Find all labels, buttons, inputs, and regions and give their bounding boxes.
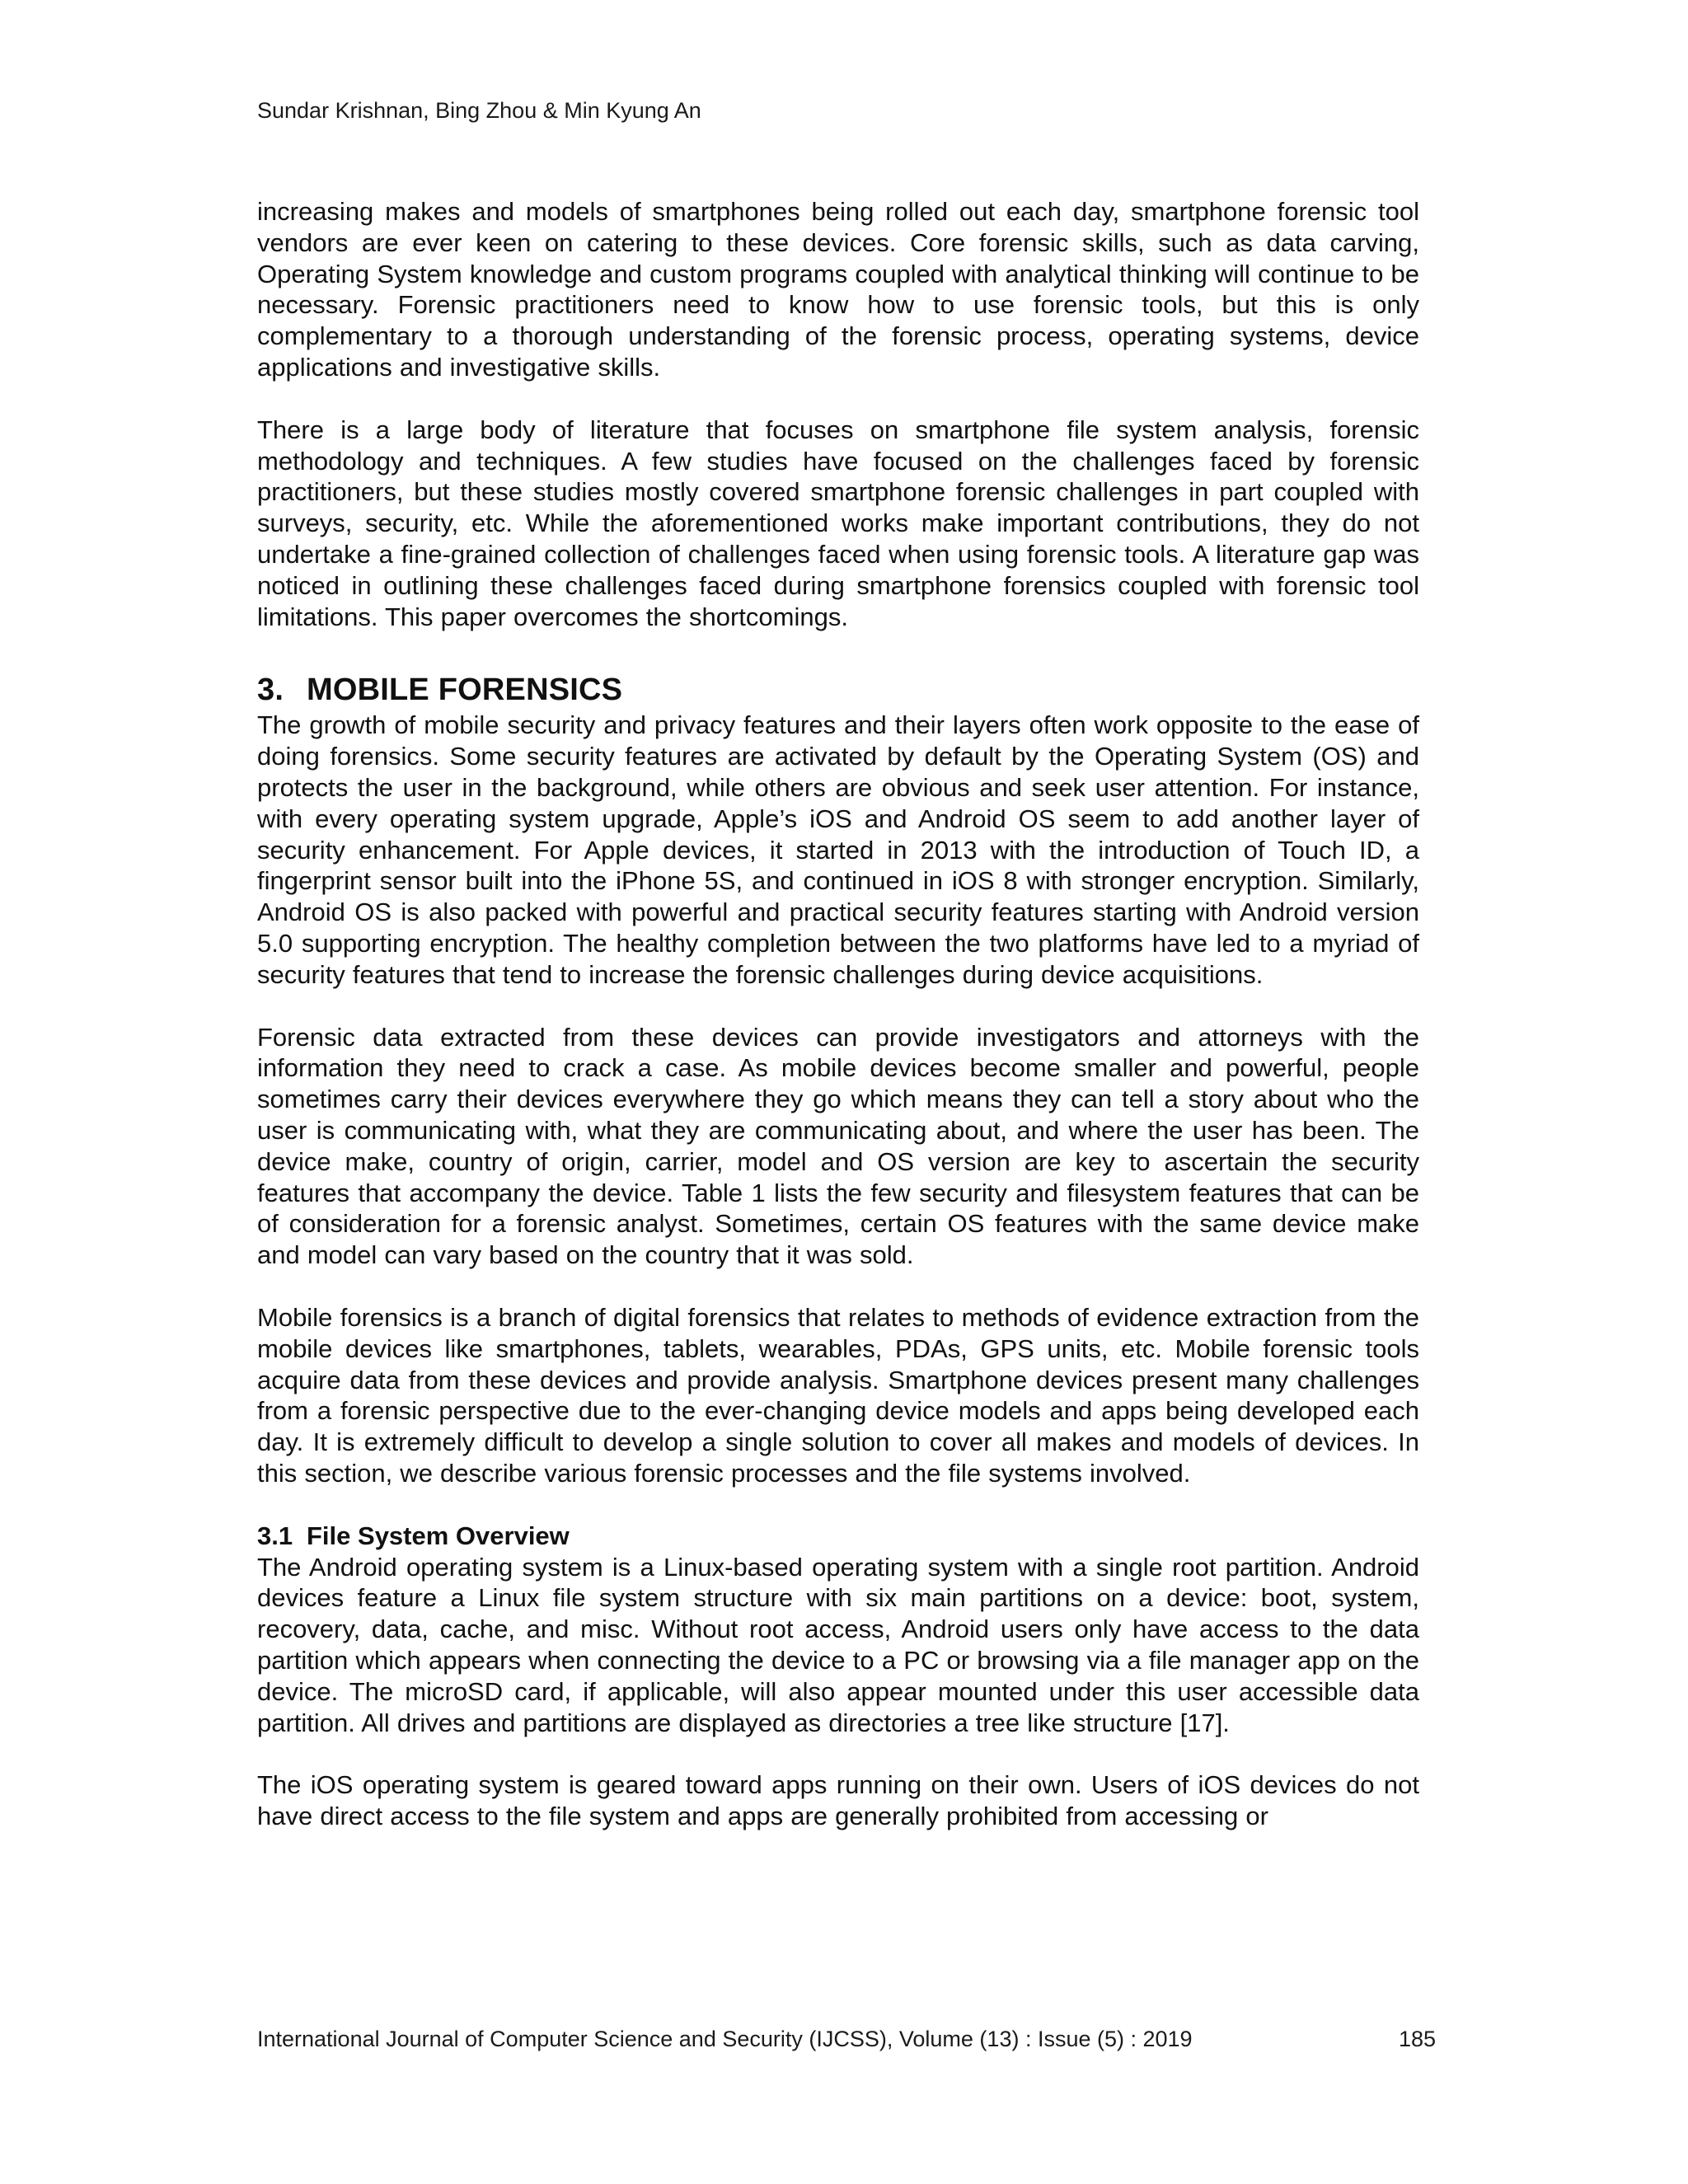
- paragraph-intro-1: increasing makes and models of smartphones being rolled out each day, smartphone forensic tool vendors are ever keen on catering to these devices. Core forensic skills, such as data carving, Operating System knowledge and custom programs coupled with analytical thinking will continue to be necessary. Forensic practitioners need to know how to use forensic tools, but this is only complementary to a thorough understanding of the forensic process, operating systems, device applications and investigative skills.: [257, 197, 1419, 382]
- section-number: 3.: [257, 673, 284, 708]
- paragraph-section3-1-1: The Android operating system is a Linux-based operating system with a single root partition. Android devices feature a Linux file system structure with six main partitions on a device: boot, system, recovery, data, cache, and misc. Without root access, Android users only have access to the data partition which appears when connecting the device to a PC or browsing via a file manager app on the device. The microSD card, if applicable, will also appear mounted under this user accessible data partition. All drives and partitions are displayed as directories a tree like structure [17].: [257, 1552, 1419, 1737]
- paragraph-intro-2: There is a large body of literature that focuses on smartphone file system analysis, forensic methodology and techniques. A few studies have focused on the challenges faced by forensic practitioners, but these studies mostly covered smartphone forensic challenges in part coupled with surveys, security, etc. While the aforementioned works make important contributions, they do not undertake a fine-grained collection of challenges faced when using forensic tools. A literature gap was noticed in outlining these challenges faced during smartphone forensics coupled with forensic tool limitations. This paper overcomes the shortcomings.: [257, 415, 1419, 631]
- section-heading-mobile-forensics: [257, 672, 1419, 708]
- main-content: [257, 196, 1419, 1863]
- subsection-heading-file-system-overview: [257, 1521, 1419, 1552]
- paragraph-section3-1-2: The iOS operating system is geared toward apps running on their own. Users of iOS devices do not have direct access to the file system and apps are generally prohibited from accessing or: [257, 1770, 1419, 1831]
- section-title: MOBILE FORENSICS: [307, 673, 623, 708]
- paragraph-section3-1: The growth of mobile security and privacy features and their layers often work opposite to the ease of doing forensics. Some security features are activated by default by the Operating System (OS) and protects the user in the background, while others are obvious and seek user attention. For instance, with every operating system upgrade, Apple’s iOS and Android OS seem to add another layer of security enhancement. For Apple devices, it started in 2013 with the introduction of Touch ID, a fingerprint sensor built into the iPhone 5S, and continued in iOS 8 with stronger encryption. Similarly, Android OS is also packed with powerful and practical security features starting with Android version 5.0 supporting encryption. The healthy completion between the two platforms have led to a myriad of security features that tend to increase the forensic challenges during device acquisitions.: [257, 710, 1419, 989]
- running-header-authors: Sundar Krishnan, Bing Zhou & Min Kyung An: [257, 98, 701, 123]
- paragraph-section3-3: Mobile forensics is a branch of digital forensics that relates to methods of evidence extraction from the mobile devices like smartphones, tablets, wearables, PDAs, GPS units, etc. Mobile forensic tools acquire data from these devices and provide analysis. Smartphone devices present many challenges from a forensic perspective due to the ever-changing device models and apps being developed each day. It is extremely difficult to develop a single solution to cover all makes and models of devices. In this section, we describe various forensic processes and the file systems involved.: [257, 1302, 1419, 1488]
- paragraph-section3-2: Forensic data extracted from these devices can provide investigators and attorneys with the information they need to crack a case. As mobile devices become smaller and powerful, people sometimes carry their devices everywhere they go which means they can tell a story about who the user is communicating with, what they are communicating about, and where the user has been. The device make, country of origin, carrier, model and OS version are key to ascertain the security features that accompany the device. Table 1 lists the few security and filesystem features that can be of consideration for a forensic analyst. Sometimes, certain OS features with the same device make and model can vary based on the country that it was sold.: [257, 1022, 1419, 1270]
- subsection-title: File System Overview: [307, 1521, 570, 1550]
- footer-journal-citation: International Journal of Computer Science and Security (IJCSS), Volume (13) : Issue (5) : 2019: [257, 2027, 1193, 2051]
- page-number: 185: [1398, 2027, 1436, 2051]
- subsection-number: 3.1: [257, 1521, 293, 1550]
- running-footer: [257, 2024, 1436, 2054]
